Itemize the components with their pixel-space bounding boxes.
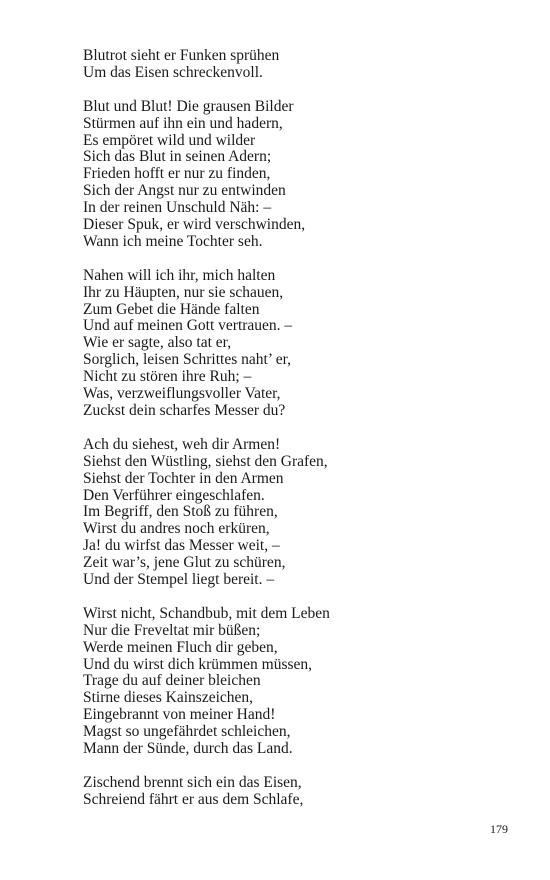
verse-line: In der reinen Unschuld Näh: – [83, 199, 272, 217]
verse-line: Es empöret wild und wilder [83, 131, 256, 149]
verse-line: Nahen will ich ihr, mich halten [83, 266, 276, 284]
verse-line: Zeit war’s, jene Glut zu schüren, [83, 554, 286, 572]
verse-line: Im Begriff, den Stoß zu führen, [83, 503, 278, 521]
verse-line: Zum Gebet die Hände falten [83, 300, 260, 318]
verse-line: Den Verführer eingeschlafen. [83, 486, 265, 504]
verse-line: Werde meinen Fluch dir geben, [83, 638, 278, 656]
stanza-6 [83, 775, 503, 809]
verse-line: Ja! du wirfst das Messer weit, – [83, 537, 280, 555]
verse-line: Wirst nicht, Schandbub, mit dem Leben [83, 604, 330, 622]
stanza-5 [83, 606, 503, 758]
verse-line: Und du wirst dich krümmen müssen, [83, 655, 313, 673]
verse-line: Wirst du andres noch erküren, [83, 520, 270, 538]
verse-line: Dieser Spuk, er wird verschwinden, [83, 216, 306, 234]
verse-line: Schreiend fährt er aus dem Schlafe, [83, 790, 304, 808]
verse-line: Frieden hofft er nur zu finden, [83, 165, 271, 183]
verse-line: Zuckst dein scharfes Messer du? [83, 402, 286, 419]
verse-line: Ihr zu Häupten, nur sie schauen, [83, 283, 284, 301]
stanza-1 [83, 48, 503, 82]
verse-line: Ach du siehest, weh dir Armen! [83, 435, 281, 453]
verse-line: Stürmen auf ihn ein und hadern, [83, 114, 283, 132]
verse-line: Sorglich, leisen Schrittes naht’ er, [83, 351, 292, 369]
verse-line: Wann ich meine Tochter seh. [83, 232, 263, 250]
verse-line: Und der Stempel liegt bereit. – [83, 571, 275, 589]
stanza-4 [83, 437, 503, 589]
verse-line: Zischend brennt sich ein das Eisen, [83, 773, 302, 791]
verse-line: Mann der Sünde, durch das Land. [83, 740, 293, 758]
stanza-2 [83, 99, 503, 251]
verse-line: Was, verzweiflungsvoller Vater, [83, 385, 281, 403]
verse-line: Blut und Blut! Die grausen Bilder [83, 97, 294, 115]
stanza-3 [83, 268, 503, 420]
verse-line: Und auf meinen Gott vertrauen. – [83, 317, 293, 335]
verse-line: Siehst den Wüstling, siehst den Grafen, [83, 452, 328, 470]
verse-line: Nur die Freveltat mir büßen; [83, 621, 261, 639]
verse-line: Nicht zu stören ihre Ruh; – [83, 368, 252, 386]
verse-line: Sich der Angst nur zu entwinden [83, 182, 286, 200]
verse-line: Blutrot sieht er Funken sprühen [83, 47, 280, 64]
verse-line: Um das Eisen schreckenvoll. [83, 63, 263, 81]
verse-line: Eingebrannt von meiner Hand! [83, 706, 276, 724]
verse-line: Magst so ungefährdet schleichen, [83, 723, 291, 741]
verse-line: Wie er sagte, also tat er, [83, 334, 232, 352]
poem-text [83, 48, 503, 826]
verse-line: Trage du auf deiner bleichen [83, 672, 261, 690]
verse-line: Sich das Blut in seinen Adern; [83, 148, 272, 166]
page-number: 179 [490, 822, 508, 836]
verse-line: Siehst der Tochter in den Armen [83, 469, 284, 487]
verse-line: Stirne dieses Kainszeichen, [83, 689, 254, 707]
